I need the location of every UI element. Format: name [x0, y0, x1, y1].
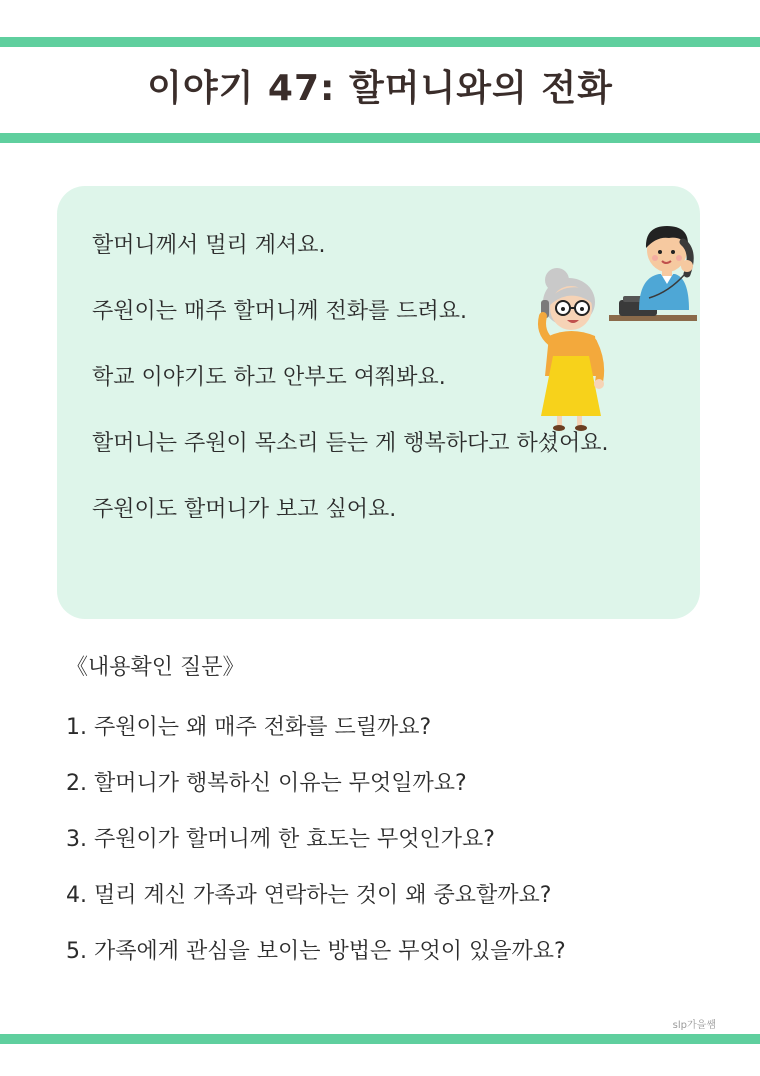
- story-line-4: 할머니는 주원이 목소리 듣는 게 행복하다고 하셨어요.: [92, 431, 609, 456]
- story-line-5: 주원이도 할머니가 보고 싶어요.: [92, 497, 397, 522]
- question-item-3: 3. 주원이가 할머니께 한 효도는 무엇인가요?: [66, 827, 495, 852]
- page-title: 이야기 47: 할머니와의 전화: [147, 68, 613, 109]
- story-line-1: 할머니께서 멀리 계셔요.: [92, 233, 326, 258]
- bottom-accent-bar: [0, 1034, 760, 1044]
- story-box: [57, 186, 700, 619]
- grandma-on-phone-illustration: [531, 266, 615, 434]
- boy-on-phone-illustration: [609, 212, 699, 324]
- comprehension-questions: [66, 650, 566, 964]
- questions-heading: 《내용확인 질문》: [66, 655, 245, 680]
- question-item-5: 5. 가족에게 관심을 보이는 방법은 무엇이 있을까요?: [66, 939, 566, 964]
- top-accent-bar: [0, 37, 760, 47]
- story-line-2: 주원이는 매주 할머니께 전화를 드려요.: [92, 299, 467, 324]
- question-item-1: 1. 주원이는 왜 매주 전화를 드릴까요?: [66, 715, 432, 740]
- question-item-2: 2. 할머니가 행복하신 이유는 무엇일까요?: [66, 771, 467, 796]
- author-mark: slp가을쌤: [672, 1020, 716, 1031]
- question-item-4: 4. 멀리 계신 가족과 연락하는 것이 왜 중요할까요?: [66, 883, 552, 908]
- title-underline-bar: [0, 133, 760, 143]
- story-line-3: 학교 이야기도 하고 안부도 여쭤봐요.: [92, 365, 446, 390]
